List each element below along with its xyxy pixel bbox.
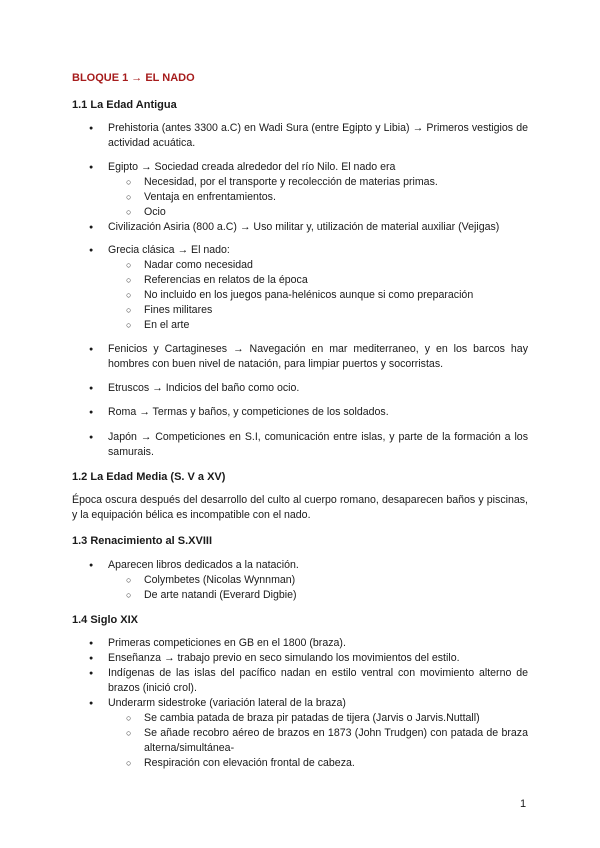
list-prehistoria [72, 121, 528, 151]
list-item-text: Grecia clásica → El nado: [108, 244, 230, 256]
sublist-item: ○ De arte natandi (Everard Digbie) [108, 588, 528, 603]
sublist-item: ○ Se añade recobro aéreo de brazos en 1873 (John Trudgen) con patada de braza alterna/simultánea- [108, 726, 528, 756]
sublist-item: ○ Respiración con elevación frontal de cabeza. [108, 756, 528, 771]
sublist-item: ○ Colymbetes (Nicolas Wynnman) [108, 573, 528, 588]
list-egipto [72, 160, 528, 235]
list-item: ● Primeras competiciones en GB en el 1800 (braza). [72, 636, 528, 651]
list-item: ● Roma → Termas y baños, y competiciones de los soldados. [72, 405, 528, 420]
list-item: ● Enseñanza → trabajo previo en seco simulando los movimientos del estilo. [72, 651, 528, 666]
heading-1-3: 1.3 Renacimiento al S.XVIII [72, 535, 212, 547]
list-item: ● Fenicios y Cartagineses → Navegación en mar mediterraneo, y en los barcos hay hombres con buen nivel de natación, para limpiar puertos y socorristas. [72, 342, 528, 372]
list-item [72, 696, 528, 771]
sublist-grecia [108, 258, 528, 333]
sublist-item: ○ Fines militares [108, 303, 528, 318]
list-roma [72, 405, 528, 420]
sublist-item: ○ Referencias en relatos de la época [108, 273, 528, 288]
list-item [72, 558, 528, 603]
list-item-text: Aparecen libros dedicados a la natación. [108, 559, 299, 571]
list-item: ● Etruscos → Indicios del baño como ocio. [72, 381, 528, 396]
sublist-egipto [108, 175, 528, 220]
list-item: ● Prehistoria (antes 3300 a.C) en Wadi Sura (entre Egipto y Libia) → Primeros vestigios de actividad acuática. [72, 121, 528, 151]
list-item: ● Indígenas de las islas del pacífico nadan en estilo ventral con movimiento alterno de brazos (inició crol). [72, 666, 528, 696]
heading-1-2: 1.2 La Edad Media (S. V a XV) [72, 471, 226, 483]
list-item [72, 160, 528, 220]
list-siglo-xix [72, 636, 528, 771]
page-number: 1 [520, 798, 527, 810]
heading-1-4: 1.4 Siglo XIX [72, 614, 139, 626]
list-etruscos [72, 381, 528, 396]
heading-1-1: 1.1 La Edad Antigua [72, 99, 177, 111]
sublist-item: ○ Ventaja en enfrentamientos. [108, 190, 528, 205]
list-item-text: Egipto → Sociedad creada alrededor del río Nilo. El nado era [108, 161, 396, 173]
sublist-item: ○ No incluido en los juegos pana-helénicos aunque si como preparación [108, 288, 528, 303]
list-item [72, 243, 528, 333]
block-title: BLOQUE 1 → EL NADO [72, 72, 195, 84]
list-renacimiento [72, 558, 528, 603]
sublist-item: ○ Necesidad, por el transporte y recolección de materias primas. [108, 175, 528, 190]
list-item-text: Underarm sidestroke (variación lateral de la braza) [108, 697, 346, 709]
sublist-item: ○ Se cambia patada de braza pir patadas de tijera (Jarvis o Jarvis.Nuttall) [108, 711, 528, 726]
sublist-renacimiento [108, 573, 528, 603]
sublist-siglo-xix [108, 711, 528, 771]
paragraph-edad-media: Época oscura después del desarrollo del culto al cuerpo romano, desaparecen baños y piscinas, y la equipación bélica es incompatible con el nado. [72, 494, 528, 521]
sublist-item: ○ Nadar como necesidad [108, 258, 528, 273]
list-fenicios [72, 342, 528, 372]
list-grecia [72, 243, 528, 333]
list-item: ● Civilización Asiria (800 a.C) → Uso militar y, utilización de material auxiliar (Vejigas) [72, 220, 528, 235]
sublist-item: ○ Ocio [108, 205, 528, 220]
sublist-item: ○ En el arte [108, 318, 528, 333]
list-japon [72, 430, 528, 460]
list-item: ● Japón → Competiciones en S.I, comunicación entre islas, y parte de la formación a los samurais. [72, 430, 528, 460]
